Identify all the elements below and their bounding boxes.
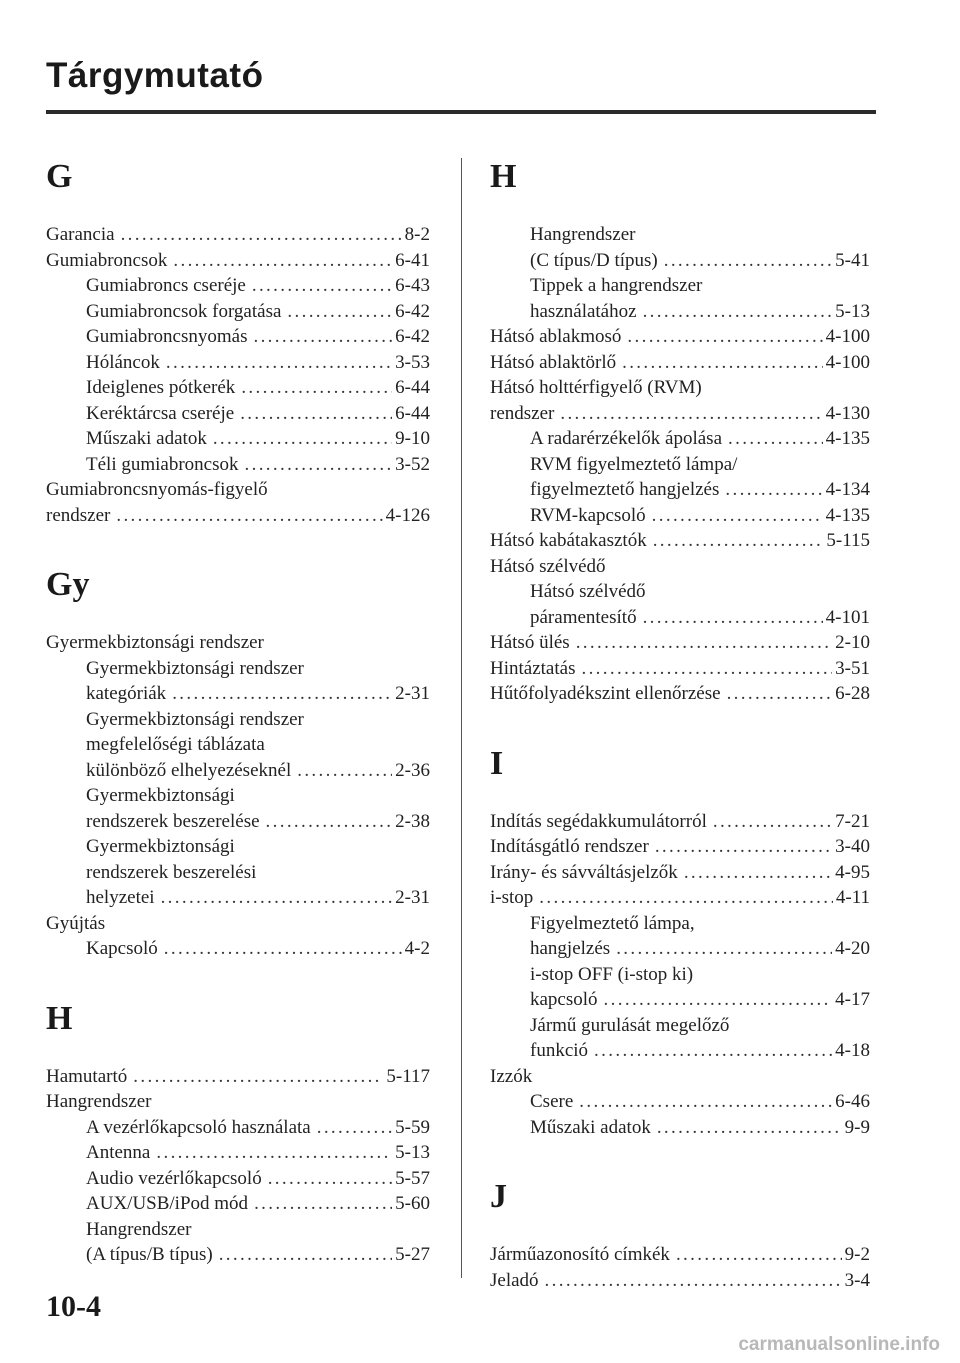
dot-leader bbox=[627, 324, 822, 350]
dot-leader bbox=[657, 1115, 842, 1141]
index-entry bbox=[46, 936, 430, 962]
index-entry bbox=[46, 324, 430, 350]
index-entry-text: Audio vezérlőkapcsoló bbox=[86, 1167, 262, 1189]
index-entry bbox=[490, 222, 870, 248]
dot-leader bbox=[616, 936, 832, 962]
index-entry-text: Hátsó ablakmosó bbox=[490, 326, 622, 347]
index-entry bbox=[490, 809, 870, 835]
index-entry bbox=[490, 681, 870, 707]
index-entry bbox=[46, 707, 430, 733]
index-entry bbox=[46, 222, 430, 248]
index-entry-page: 6-44 bbox=[395, 377, 430, 398]
index-entry-page: 5-60 bbox=[395, 1193, 430, 1214]
index-entry-text: Keréktárcsa cseréje bbox=[86, 402, 235, 424]
dot-leader bbox=[539, 885, 833, 911]
index-entry-text: Jármű gurulását megelőző bbox=[530, 1014, 730, 1036]
index-entry-text: Hangrendszer bbox=[86, 1218, 192, 1240]
dot-leader bbox=[594, 1038, 832, 1064]
dot-leader bbox=[560, 401, 822, 427]
index-entry-text: páramentesítő bbox=[530, 606, 637, 628]
index-entry-text: Gyermekbiztonsági bbox=[86, 785, 235, 806]
index-entry-text: Hátsó ablaktörlő bbox=[490, 351, 617, 373]
index-entry-text: rendszer bbox=[490, 402, 555, 424]
dot-leader bbox=[133, 1064, 383, 1090]
index-entry-text: rendszerek beszerelési bbox=[86, 861, 257, 883]
index-entry-page: 5-13 bbox=[835, 300, 870, 322]
index-entry-text: Gyermekbiztonsági rendszer bbox=[86, 708, 304, 730]
index-entry-text: Irány- és sávváltásjelzők bbox=[490, 861, 678, 883]
index-entry bbox=[490, 1089, 870, 1115]
index-entry bbox=[46, 350, 430, 376]
index-entry-list bbox=[490, 809, 870, 1141]
index-entry-page: 4-95 bbox=[835, 861, 870, 883]
index-entry-text: Hátsó kabátakasztók bbox=[490, 530, 647, 551]
index-entry bbox=[46, 299, 430, 325]
dot-leader bbox=[728, 426, 823, 452]
index-entry-text: Ideiglenes pótkerék bbox=[86, 377, 236, 398]
index-entry bbox=[46, 401, 430, 427]
index-entry bbox=[490, 885, 870, 911]
index-entry bbox=[46, 911, 430, 937]
index-entry bbox=[490, 426, 870, 452]
index-entry-text: Hintáztatás bbox=[490, 657, 576, 679]
dot-leader bbox=[121, 222, 402, 248]
index-entry-text: Gumiabroncs cseréje bbox=[86, 275, 246, 296]
dot-leader bbox=[297, 758, 392, 784]
page-number: 10-4 bbox=[46, 1290, 101, 1323]
index-entry-page: 3-40 bbox=[835, 836, 870, 857]
index-entry-page: 4-11 bbox=[835, 887, 870, 908]
index-entry bbox=[46, 860, 430, 886]
dot-leader bbox=[579, 1089, 832, 1115]
index-entry-text: Hátsó ülés bbox=[490, 632, 570, 653]
index-entry-page: 4-100 bbox=[825, 351, 870, 373]
index-entry-page: 4-126 bbox=[385, 504, 430, 526]
index-entry-list bbox=[46, 630, 430, 962]
index-entry-text: megfelelőségi táblázata bbox=[86, 734, 265, 755]
index-entry bbox=[46, 885, 430, 911]
index-entry bbox=[490, 656, 870, 682]
index-entry bbox=[46, 1064, 430, 1090]
index-entry-page: 5-59 bbox=[395, 1116, 430, 1138]
dot-leader bbox=[317, 1115, 392, 1141]
index-entry-text: Antenna bbox=[86, 1142, 151, 1163]
dot-leader bbox=[253, 324, 392, 350]
index-entry-page: 2-10 bbox=[835, 632, 870, 653]
index-entry-text: funkció bbox=[530, 1040, 589, 1061]
index-entry-page: 3-52 bbox=[395, 453, 430, 475]
index-entry-text: Kapcsoló bbox=[86, 938, 158, 959]
index-entry-page: 4-18 bbox=[835, 1040, 870, 1061]
index-entry-text: Hátsó szélvédő bbox=[530, 581, 646, 602]
index-entry-text: Gyermekbiztonsági bbox=[86, 836, 235, 857]
index-entry-text: Hóláncok bbox=[86, 351, 160, 373]
index-entry bbox=[490, 579, 870, 605]
dot-leader bbox=[622, 350, 823, 376]
dot-leader bbox=[643, 605, 823, 631]
index-entry-text: Gumiabroncsnyomás bbox=[86, 326, 248, 347]
index-entry bbox=[490, 554, 870, 580]
index-entry bbox=[490, 987, 870, 1013]
index-column-left bbox=[46, 150, 430, 1268]
index-entry bbox=[46, 273, 430, 299]
index-entry-list bbox=[46, 1064, 430, 1268]
index-entry bbox=[490, 324, 870, 350]
index-entry-text: (A típus/B típus) bbox=[86, 1244, 213, 1265]
index-entry-page: 6-43 bbox=[395, 275, 430, 296]
index-entry bbox=[490, 1038, 870, 1064]
header-rule bbox=[46, 110, 876, 114]
dot-leader bbox=[172, 681, 392, 707]
section-heading: J bbox=[490, 1178, 507, 1215]
dot-leader bbox=[254, 1191, 392, 1217]
index-entry-page: 9-2 bbox=[844, 1244, 870, 1265]
index-entry-text: Figyelmeztető lámpa, bbox=[530, 912, 695, 934]
index-entry bbox=[490, 503, 870, 529]
index-entry-text: A radarérzékelők ápolása bbox=[530, 428, 723, 449]
index-entry-page: 5-117 bbox=[386, 1065, 430, 1087]
index-entry-text: Hamutartó bbox=[46, 1065, 128, 1087]
index-entry bbox=[490, 350, 870, 376]
dot-leader bbox=[252, 273, 392, 299]
dot-leader bbox=[643, 299, 833, 325]
index-entry bbox=[46, 1242, 430, 1268]
index-entry bbox=[46, 503, 430, 529]
index-entry-text: Gyermekbiztonsági rendszer bbox=[46, 632, 264, 653]
index-entry-text: Indítás segédakkumulátorról bbox=[490, 810, 707, 832]
index-entry-text: használatához bbox=[530, 300, 637, 322]
index-entry-text: A vezérlőkapcsoló használata bbox=[86, 1116, 311, 1138]
dot-leader bbox=[219, 1242, 392, 1268]
dot-leader bbox=[604, 987, 833, 1013]
index-entry-text: Gumiabroncsnyomás-figyelő bbox=[46, 479, 268, 500]
section-heading: H bbox=[46, 999, 73, 1037]
index-entry-page: 5-115 bbox=[826, 530, 870, 551]
index-entry-text: helyzetei bbox=[86, 887, 155, 908]
index-entry-page: 5-13 bbox=[395, 1142, 430, 1163]
index-entry bbox=[490, 860, 870, 886]
index-entry-text: AUX/USB/iPod mód bbox=[86, 1193, 249, 1214]
index-entry-text: Műszaki adatok bbox=[86, 428, 207, 449]
index-entry bbox=[490, 834, 870, 860]
index-entry bbox=[490, 299, 870, 325]
index-entry bbox=[490, 962, 870, 988]
dot-leader bbox=[245, 452, 393, 478]
index-entry-text: Gyújtás bbox=[46, 912, 106, 934]
dot-leader bbox=[164, 936, 402, 962]
index-entry bbox=[46, 248, 430, 274]
index-entry-text: kategóriák bbox=[86, 683, 167, 704]
index-entry bbox=[46, 656, 430, 682]
index-entry bbox=[490, 911, 870, 937]
index-entry-page: 7-21 bbox=[835, 810, 870, 832]
index-entry-page: 4-17 bbox=[835, 989, 870, 1010]
index-entry bbox=[490, 452, 870, 478]
index-entry bbox=[46, 375, 430, 401]
index-entry bbox=[46, 758, 430, 784]
index-entry bbox=[46, 477, 430, 503]
index-entry-page: 4-2 bbox=[404, 938, 430, 959]
index-entry-page: 3-51 bbox=[835, 657, 870, 679]
index-entry-text: RVM-kapcsoló bbox=[530, 504, 646, 526]
index-entry bbox=[46, 426, 430, 452]
index-entry bbox=[46, 1217, 430, 1243]
index-entry-text: Járműazonosító címkék bbox=[490, 1244, 670, 1265]
section-heading: I bbox=[490, 744, 504, 782]
dot-leader bbox=[655, 834, 832, 860]
index-entry-page: 6-41 bbox=[395, 249, 430, 271]
section-heading: G bbox=[46, 158, 73, 195]
index-entry-page: 3-53 bbox=[395, 351, 430, 373]
index-entry-page: 4-100 bbox=[825, 326, 870, 347]
index-entry-page: 6-42 bbox=[395, 300, 430, 322]
index-entry-page: 9-9 bbox=[844, 1116, 870, 1138]
watermark: carmanualsonline.info bbox=[738, 1334, 940, 1355]
index-entry bbox=[490, 1115, 870, 1141]
index-entry-text: Hangrendszer bbox=[46, 1091, 152, 1112]
dot-leader bbox=[161, 885, 393, 911]
dot-leader bbox=[116, 503, 382, 529]
index-entry bbox=[490, 248, 870, 274]
section-heading: Gy bbox=[46, 566, 90, 603]
index-entry-page: 3-4 bbox=[844, 1269, 870, 1291]
index-entry-text: Csere bbox=[530, 1091, 574, 1112]
index-entry bbox=[46, 1191, 430, 1217]
index-entry-page: 2-38 bbox=[395, 810, 430, 832]
index-entry-text: Hátsó holttérfigyelő (RVM) bbox=[490, 377, 702, 398]
index-entry bbox=[46, 809, 430, 835]
dot-leader bbox=[266, 809, 393, 835]
index-entry-page: 6-44 bbox=[395, 402, 430, 424]
index-entry-text: (C típus/D típus) bbox=[530, 249, 658, 271]
dot-leader bbox=[653, 528, 824, 554]
index-entry-text: i-stop bbox=[490, 887, 534, 908]
index-entry-text: Hűtőfolyadékszint ellenőrzése bbox=[490, 683, 721, 704]
index-entry-text: Műszaki adatok bbox=[530, 1116, 651, 1138]
index-entry-page: 6-42 bbox=[395, 326, 430, 347]
index-entry-list bbox=[46, 222, 430, 528]
index-entry bbox=[490, 630, 870, 656]
index-entry-text: különböző elhelyezéseknél bbox=[86, 759, 292, 781]
index-entry-text: Izzók bbox=[490, 1065, 533, 1087]
index-entry-text: RVM figyelmeztető lámpa/ bbox=[530, 453, 738, 475]
index-entry-text: Gyermekbiztonsági rendszer bbox=[86, 657, 304, 679]
index-entry-page: 9-10 bbox=[395, 428, 430, 449]
index-entry bbox=[46, 630, 430, 656]
index-entry-page: 6-28 bbox=[835, 683, 870, 704]
dot-leader bbox=[576, 630, 832, 656]
index-entry-text: Hangrendszer bbox=[530, 224, 636, 245]
index-entry bbox=[490, 1064, 870, 1090]
dot-leader bbox=[287, 299, 392, 325]
dot-leader bbox=[676, 1242, 842, 1268]
index-entry-text: rendszer bbox=[46, 504, 111, 526]
index-entry-page: 8-2 bbox=[404, 224, 430, 245]
page-title: Tárgymutató bbox=[46, 56, 264, 95]
index-entry bbox=[490, 375, 870, 401]
index-entry-page: 4-20 bbox=[835, 938, 870, 959]
index-entry bbox=[490, 936, 870, 962]
index-entry bbox=[490, 401, 870, 427]
index-entry-text: Hátsó szélvédő bbox=[490, 555, 606, 577]
index-entry bbox=[46, 1140, 430, 1166]
index-entry-text: rendszerek beszerelése bbox=[86, 810, 260, 832]
index-entry bbox=[46, 452, 430, 478]
index-entry bbox=[46, 732, 430, 758]
dot-leader bbox=[240, 401, 392, 427]
index-entry bbox=[46, 834, 430, 860]
index-entry-page: 5-27 bbox=[395, 1244, 430, 1265]
index-entry-text: Garancia bbox=[46, 224, 115, 245]
section-gap bbox=[490, 1140, 870, 1170]
index-entry bbox=[46, 1115, 430, 1141]
index-entry-page: 5-41 bbox=[835, 249, 870, 271]
index-entry bbox=[46, 1089, 430, 1115]
index-entry-text: i-stop OFF (i-stop ki) bbox=[530, 963, 694, 985]
index-entry-text: Téli gumiabroncsok bbox=[86, 453, 239, 475]
dot-leader bbox=[684, 860, 832, 886]
index-entry bbox=[490, 1013, 870, 1039]
dot-leader bbox=[213, 426, 392, 452]
index-entry-page: 2-31 bbox=[395, 683, 430, 704]
index-entry-text: kapcsoló bbox=[530, 989, 598, 1010]
index-entry bbox=[490, 1268, 870, 1294]
index-entry-text: Gumiabroncsok bbox=[46, 249, 168, 271]
dot-leader bbox=[581, 656, 832, 682]
dot-leader bbox=[713, 809, 832, 835]
index-entry-list bbox=[490, 222, 870, 707]
index-entry-page: 4-101 bbox=[825, 606, 870, 628]
dot-leader bbox=[173, 248, 392, 274]
index-entry-text: Indításgátló rendszer bbox=[490, 836, 649, 857]
index-entry-list bbox=[490, 1242, 870, 1293]
index-entry-page: 5-57 bbox=[395, 1167, 430, 1189]
index-entry-page: 4-135 bbox=[825, 504, 870, 526]
index-entry bbox=[46, 783, 430, 809]
dot-leader bbox=[241, 375, 392, 401]
column-divider bbox=[461, 158, 462, 1278]
index-column-right bbox=[490, 150, 870, 1293]
index-entry-text: hangjelzés bbox=[530, 938, 611, 959]
index-entry-page: 2-36 bbox=[395, 759, 430, 781]
index-entry-text: Jeladó bbox=[490, 1269, 539, 1291]
section-heading: H bbox=[490, 158, 517, 195]
index-entry-page: 2-31 bbox=[395, 887, 430, 908]
index-entry bbox=[46, 681, 430, 707]
index-entry bbox=[490, 605, 870, 631]
index-entry-page: 4-135 bbox=[825, 428, 870, 449]
dot-leader bbox=[166, 350, 392, 376]
section-gap bbox=[46, 528, 430, 558]
index-entry-page: 6-46 bbox=[835, 1091, 870, 1112]
dot-leader bbox=[725, 477, 822, 503]
index-entry-page: 4-130 bbox=[825, 402, 870, 424]
dot-leader bbox=[156, 1140, 392, 1166]
index-entry bbox=[490, 273, 870, 299]
dot-leader bbox=[652, 503, 823, 529]
index-entry bbox=[46, 1166, 430, 1192]
dot-leader bbox=[664, 248, 832, 274]
index-entry-text: Tippek a hangrendszer bbox=[530, 275, 703, 296]
index-entry bbox=[490, 1242, 870, 1268]
index-entry bbox=[490, 528, 870, 554]
dot-leader bbox=[545, 1268, 842, 1294]
index-entry-text: figyelmeztető hangjelzés bbox=[530, 479, 720, 500]
dot-leader bbox=[268, 1166, 392, 1192]
index-entry-page: 4-134 bbox=[825, 479, 870, 500]
dot-leader bbox=[727, 681, 833, 707]
section-gap bbox=[46, 962, 430, 992]
section-gap bbox=[490, 707, 870, 737]
index-entry-text: Gumiabroncsok forgatása bbox=[86, 300, 282, 322]
index-entry bbox=[490, 477, 870, 503]
